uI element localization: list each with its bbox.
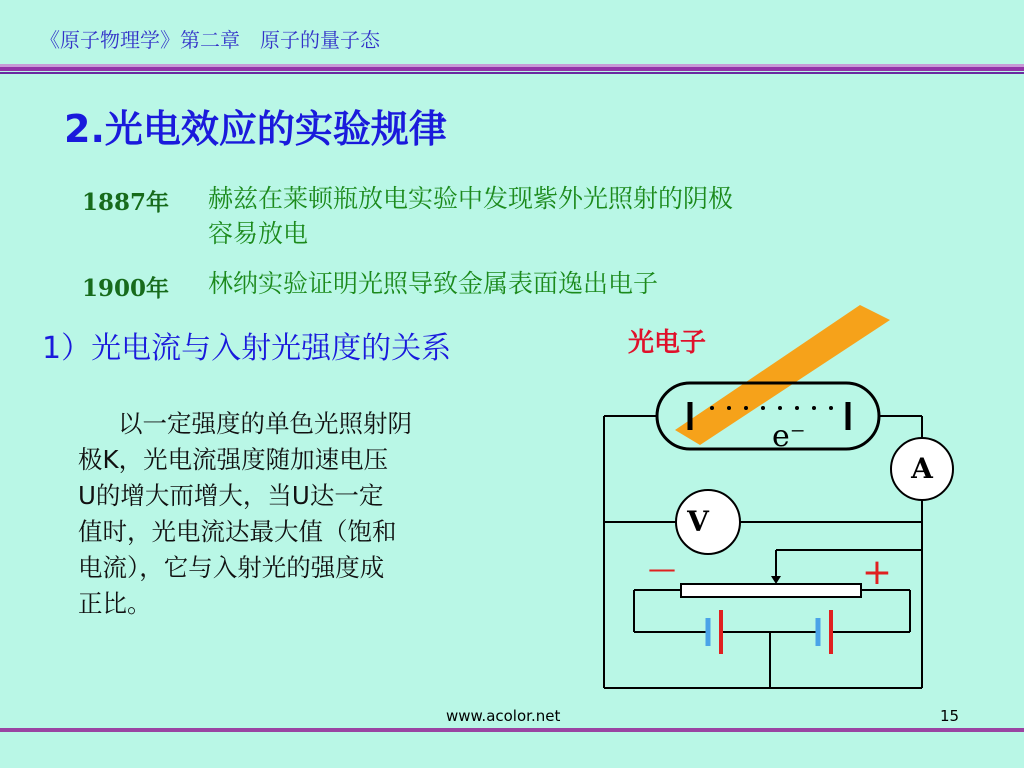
history-year-1900: 1900年: [82, 275, 170, 302]
header-title: 《原子物理学》第二章 原子的量子态: [40, 28, 380, 52]
history-event-1887-line2: 容易放电: [208, 219, 309, 248]
ammeter-label: A: [911, 452, 933, 485]
plus-label: +: [861, 552, 893, 593]
history-event-1887-line1: 赫兹在莱顿瓶放电实验中发现紫外光照射的阴极: [208, 184, 734, 213]
section-title: 2.光电效应的实验规律: [64, 107, 447, 151]
paragraph-line: 正比。: [78, 589, 152, 618]
paragraph-line: 值时，光电流达最大值（饱和: [78, 517, 397, 546]
page-number: 15: [940, 707, 960, 725]
electron-dots: [710, 406, 833, 410]
footer-band: [0, 728, 1024, 732]
photoelectron-label: 光电子: [628, 328, 707, 358]
rheostat-arrow: [771, 576, 781, 584]
minus-label: —: [648, 552, 676, 585]
history-event-1900-line1: 林纳实验证明光照导致金属表面逸出电子: [208, 269, 659, 298]
paragraph-line: 电流），它与入射光的强度成: [78, 553, 385, 582]
paragraph-line: U的增大而增大，当U达一定: [78, 481, 384, 510]
voltmeter-label: V: [687, 505, 709, 538]
electron-label: e⁻: [772, 419, 806, 454]
footer-url[interactable]: www.acolor.net: [446, 707, 561, 725]
paragraph-line: 极K，光电流强度随加速电压: [78, 445, 389, 474]
rheostat: [681, 584, 861, 597]
history-year-1887: 1887年: [82, 189, 170, 216]
paragraph-line: 以一定强度的单色光照射阴: [118, 409, 412, 438]
subsection-title: 1）光电流与入射光强度的关系: [42, 331, 452, 366]
